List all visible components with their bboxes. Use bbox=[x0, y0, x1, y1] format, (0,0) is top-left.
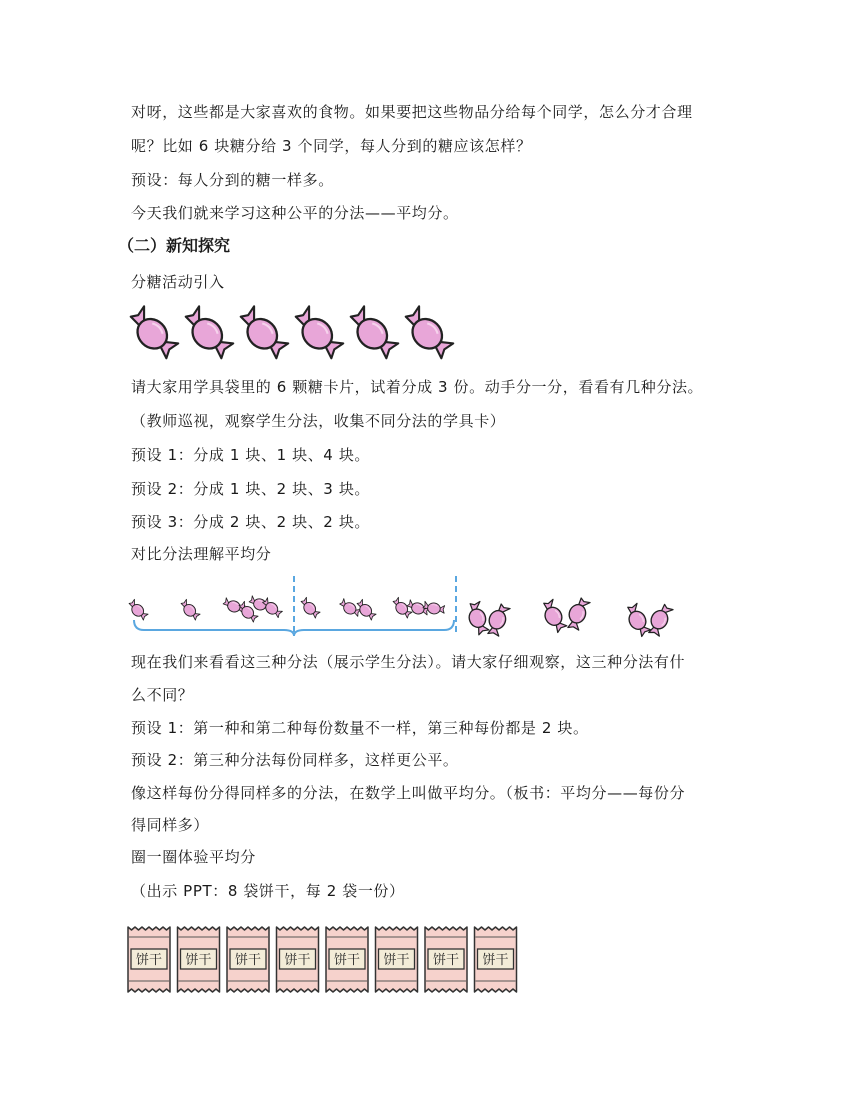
candy-icon bbox=[464, 600, 490, 636]
paragraph-line: 预设 2：分成 1 块、2 块、3 块。 bbox=[131, 480, 371, 498]
paragraph-line: 得同样多） bbox=[131, 816, 210, 834]
biscuit-bag-icon bbox=[277, 927, 319, 992]
paragraph-line: 对呀，这些都是大家喜欢的食物。如果要把这些物品分给每个同学，怎么分才合理 bbox=[131, 103, 693, 121]
paragraph-line: （出示 PPT：8 袋饼干，每 2 袋一份） bbox=[131, 882, 405, 900]
paragraph-line: 预设 1：分成 1 块、1 块、4 块。 bbox=[131, 446, 371, 464]
paragraph-line: （教师巡视，观察学生分法，收集不同分法的学具卡） bbox=[131, 412, 506, 430]
paragraph-line: 预设：每人分到的糖一样多。 bbox=[131, 171, 334, 189]
candy-icon bbox=[484, 602, 510, 638]
biscuit-label: 饼干 bbox=[333, 953, 361, 968]
biscuit-label: 饼干 bbox=[284, 953, 311, 968]
biscuit-bag-icon bbox=[425, 927, 467, 992]
biscuit-bag-icon bbox=[178, 927, 220, 992]
paragraph-line: 预设 2：第三种分法每份同样多，这样更公平。 bbox=[131, 751, 459, 769]
candy-icon bbox=[622, 602, 652, 638]
paragraph-line: 呢？比如 6 块糖分给 3 个同学，每人分到的糖应该怎样？ bbox=[131, 137, 532, 155]
paragraph-line: 预设 1：第一种和第二种每份数量不一样，第三种每份都是 2 块。 bbox=[131, 719, 589, 737]
paragraph-line: 请大家用学具袋里的 6 颗糖卡片，试着分成 3 份。动手分一分，看看有几种分法。 bbox=[131, 378, 704, 396]
biscuit-label: 饼干 bbox=[135, 953, 163, 968]
biscuit-label: 饼干 bbox=[432, 953, 460, 968]
biscuit-label: 饼干 bbox=[185, 953, 212, 968]
candy-icon bbox=[233, 305, 291, 363]
biscuit-bags-illustration bbox=[126, 925, 526, 995]
small-candy-icon bbox=[338, 598, 362, 618]
paragraph-line: 圈一圈体验平均分 bbox=[131, 848, 256, 866]
small-candy-icon bbox=[178, 599, 201, 622]
candy-icon bbox=[398, 305, 456, 363]
candy-row-illustration bbox=[128, 304, 458, 364]
paragraph-line: 像这样每份分得同样多的分法，在数学上叫做平均分。（板书：平均分——每份分 bbox=[131, 784, 686, 802]
candy-icon bbox=[564, 596, 590, 632]
candy-icon bbox=[178, 305, 236, 363]
small-candy-icon bbox=[126, 599, 149, 622]
biscuit-bag-icon bbox=[128, 927, 170, 992]
paragraph-line: 对比分法理解平均分 bbox=[131, 545, 272, 563]
paragraph-line: 今天我们就来学习这种公平的分法——平均分。 bbox=[131, 204, 459, 222]
biscuit-label: 饼干 bbox=[383, 953, 410, 968]
biscuit-bag-icon bbox=[227, 927, 269, 992]
candy-icon bbox=[288, 305, 346, 363]
paragraph-line: 么不同？ bbox=[131, 686, 194, 704]
biscuit-bag-icon bbox=[376, 927, 418, 992]
biscuit-bag-icon bbox=[326, 927, 368, 992]
biscuit-label: 饼干 bbox=[234, 953, 262, 968]
paragraph-line: 预设 3：分成 2 块、2 块、2 块。 bbox=[131, 513, 371, 531]
small-candy-icon bbox=[298, 597, 321, 620]
paragraph-line: 现在我们来看看这三种分法（展示学生分法）。请大家仔细观察，这三种分法有什 bbox=[131, 653, 686, 671]
section-heading: （二）新知探究 bbox=[118, 236, 231, 255]
candy-icon bbox=[343, 305, 401, 363]
paragraph-line: 分糖活动引入 bbox=[131, 273, 225, 291]
candy-icon bbox=[538, 598, 568, 634]
candy-icon bbox=[123, 305, 181, 363]
biscuit-bag-icon bbox=[475, 927, 517, 992]
biscuit-label: 饼干 bbox=[482, 953, 509, 968]
candy-icon bbox=[645, 602, 673, 638]
candy-groups-illustration bbox=[128, 572, 688, 644]
